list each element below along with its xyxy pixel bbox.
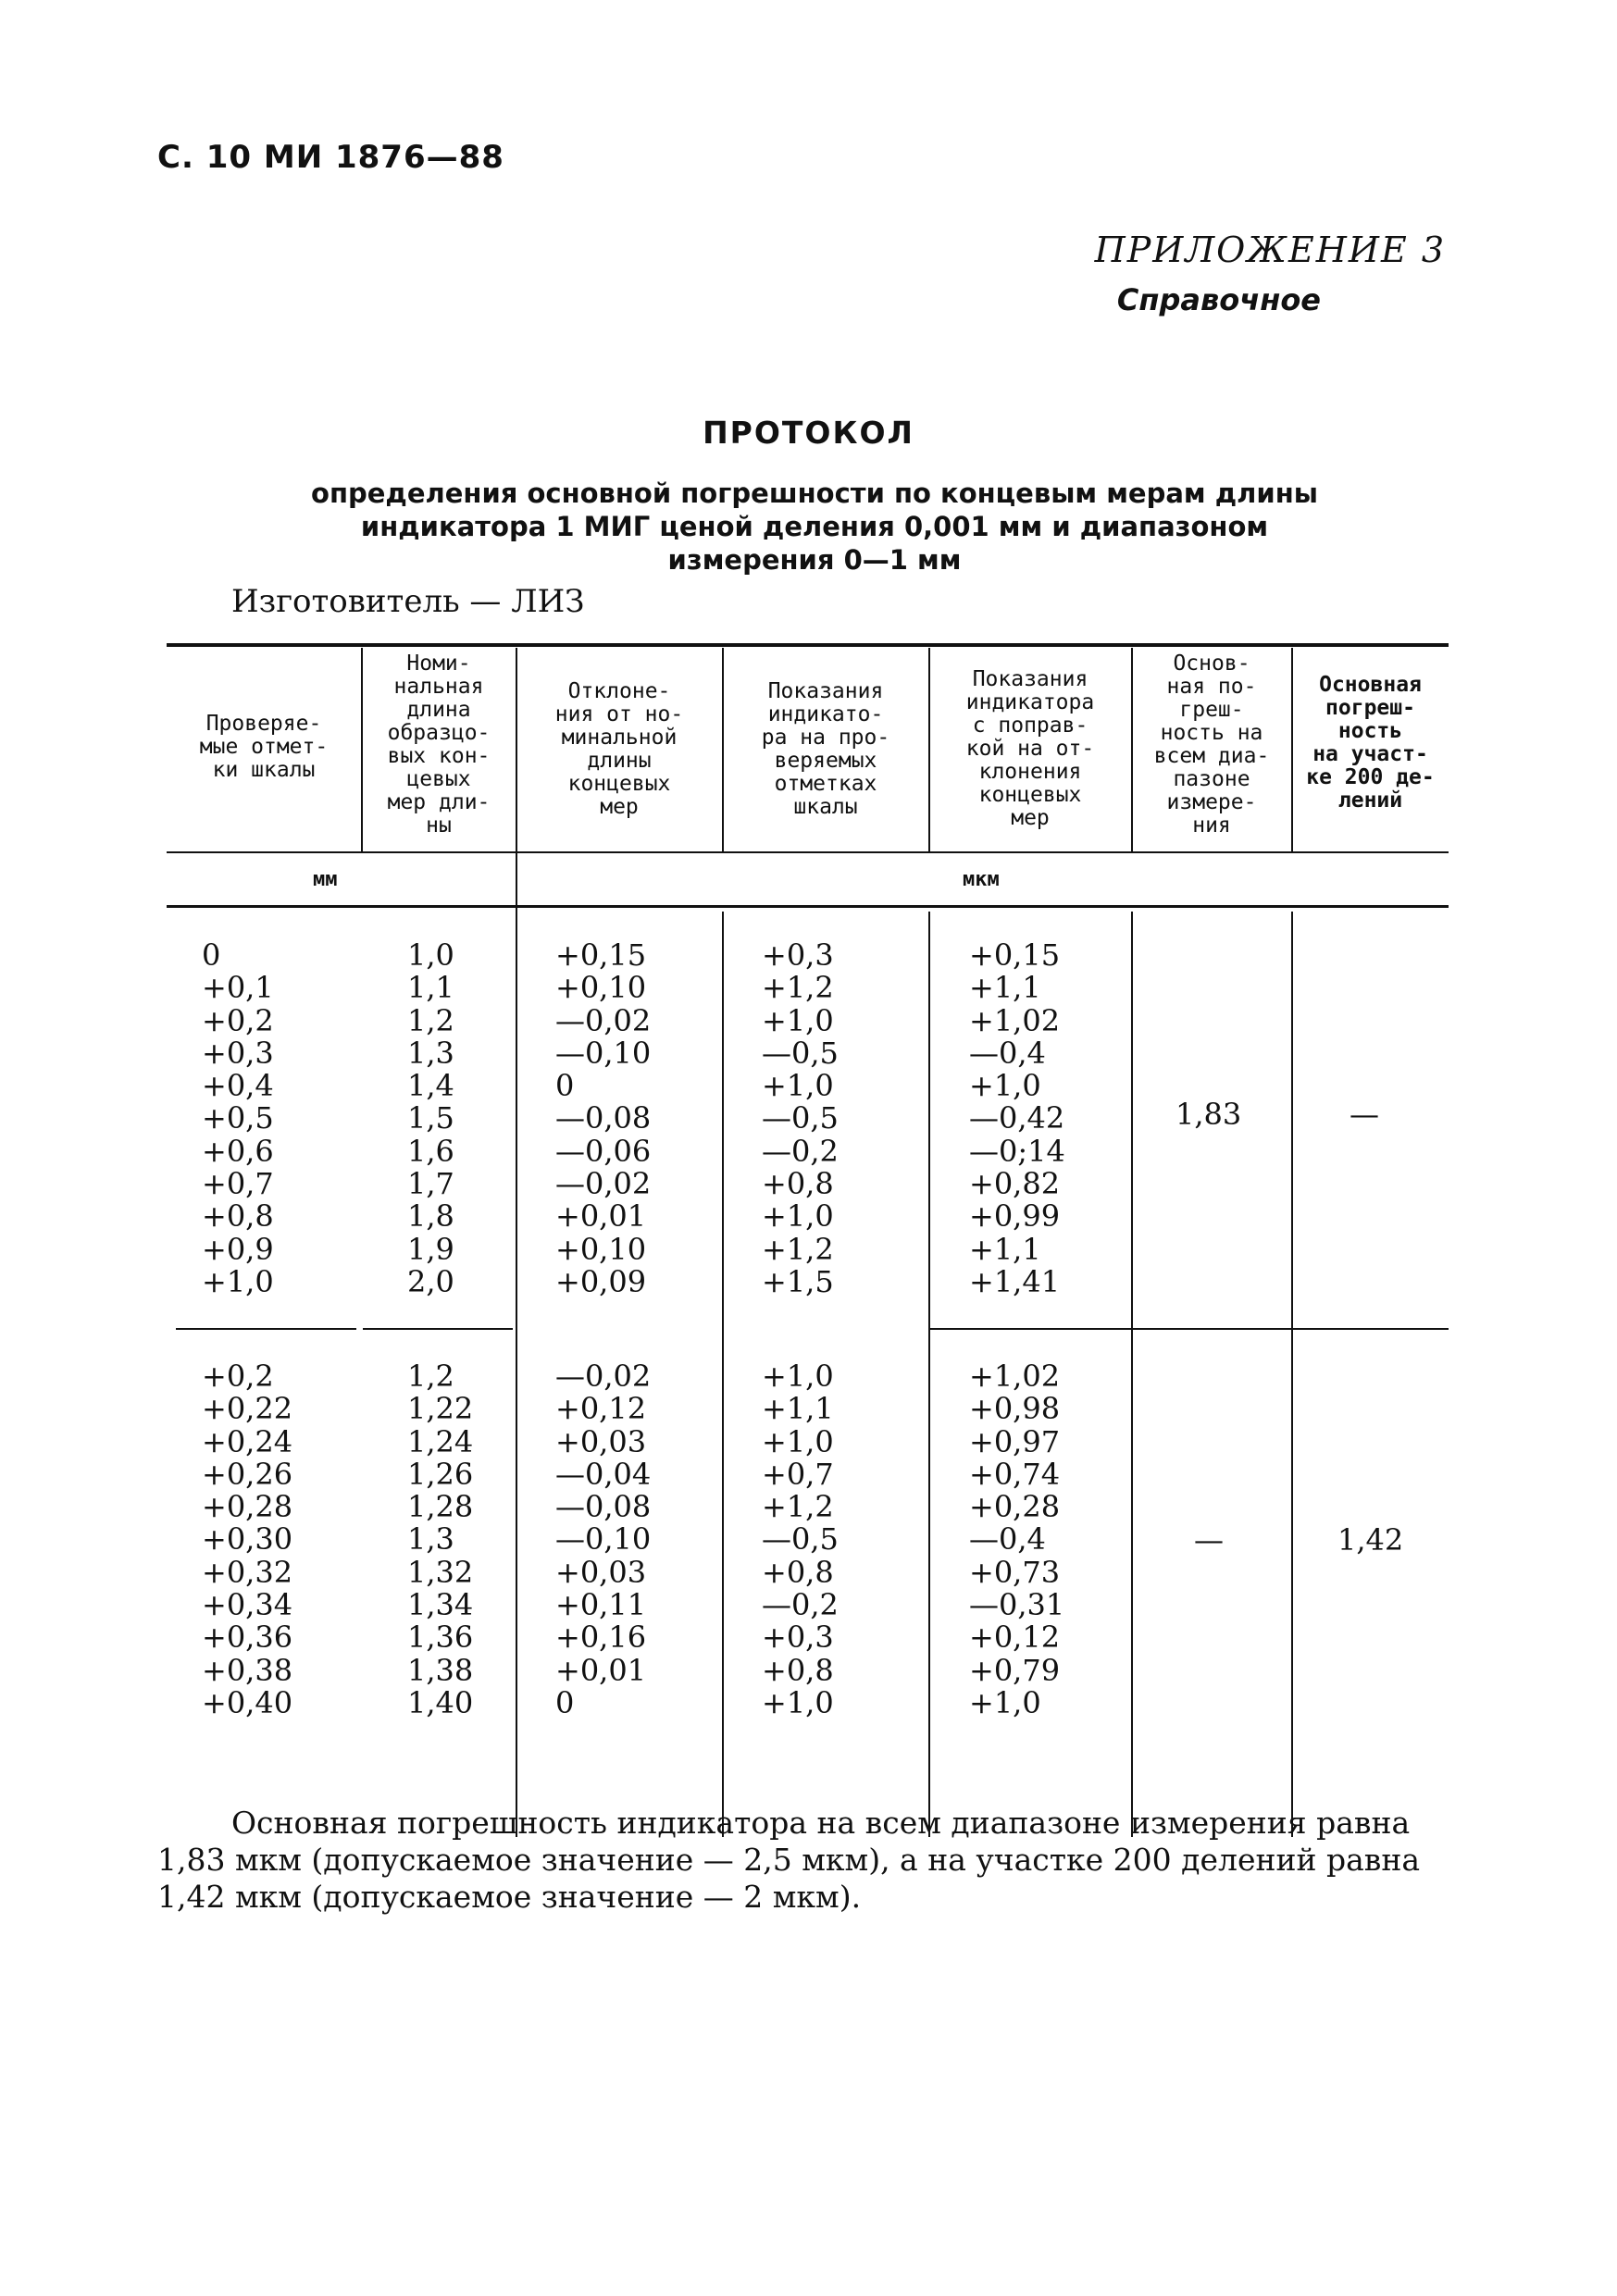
table-cell: +0,7 [762,1456,834,1492]
table-cell: 1,24 [407,1423,474,1459]
table-cell: 1,34 [407,1587,474,1623]
header-nominal-length: Номи- нальная длина образцо- вых кон- цевых мер дли- ны [387,652,491,838]
table-cell: 1,9 [407,1231,454,1267]
table-cell: 1,4 [407,1068,454,1104]
table-cell: +0,73 [969,1554,1061,1590]
table-cell: —0,02 [555,1359,652,1394]
table-cell: —0,02 [555,1002,652,1038]
table-cell: +0,97 [969,1423,1061,1459]
table-cell: —0,5 [762,1035,839,1071]
table-cell: +1,0 [762,1684,834,1720]
table-cell: +0,12 [969,1620,1061,1656]
col-divider [928,648,930,851]
table-cell: +0,74 [969,1456,1061,1492]
table-cell: +1,1 [762,1391,834,1427]
table-cell: +0,3 [202,1035,274,1071]
table-cell: —0,5 [762,1521,839,1558]
table-cell: +0,10 [555,1231,647,1267]
col-divider [361,648,363,851]
unit-mm: мм [313,868,338,891]
appendix-label: ПРИЛОЖЕНИЕ 3 [1094,230,1446,270]
table-cell: 1,0 [407,937,454,973]
table-cell: +0,10 [555,970,647,1006]
subtitle-line: индикатора 1 МИГ ценой деления 0,001 мм и диапазоном [360,511,1269,542]
table-cell: +0,38 [202,1652,293,1688]
subtitle-line: измерения 0—1 мм [667,544,962,576]
table-cell: +0,9 [202,1231,274,1267]
col-divider [722,648,724,851]
table-cell: +0,4 [202,1068,274,1104]
marks-column [202,1360,292,1719]
table-cell: 1,5 [407,1100,454,1136]
corrected-column [969,939,1065,1298]
table-cell: 1,2 [407,1002,454,1038]
table-cell: +0,01 [555,1652,647,1688]
header-readings: Показания индикато- ра на про- веряемых отметках шкалы [761,679,890,819]
table-cell: +1,0 [762,1359,834,1394]
table-cell: 1,36 [407,1620,474,1656]
table-cell: +0,28 [969,1489,1061,1525]
units-bottom-rule [167,905,1449,908]
deviation-column [555,939,651,1298]
table-cell: 1,32 [407,1554,474,1590]
table-cell: +1,1 [969,970,1041,1006]
table-cell: +1,2 [762,1489,834,1525]
col-divider [516,912,517,1837]
table-cell: +0,8 [202,1198,274,1235]
table-cell: +0,36 [202,1620,293,1656]
col-divider [928,912,930,1837]
table-cell: +0,5 [202,1100,274,1136]
table-cell: —0,4 [969,1035,1046,1071]
table-cell: —0,04 [555,1456,652,1492]
table-cell: +0,15 [555,937,647,973]
header-corrected-readings: Показания индикатора с поправ- кой на от- клонения концевых мер [965,667,1095,830]
col-divider [1131,912,1133,1837]
marks-column [202,939,274,1298]
table-cell: —0,31 [969,1587,1065,1623]
table-cell: +0,79 [969,1652,1061,1688]
header-deviation: Отклоне- ния от но- минальной длины концевых мер [554,679,684,819]
table-cell: +0,6 [202,1133,274,1169]
group-separator-left [176,1328,356,1330]
table-cell: +0,2 [202,1359,274,1394]
header-marks: Проверяе- мые отмет- ки шкалы [199,712,329,782]
col-divider [1291,648,1293,851]
table-cell: +0,28 [202,1489,293,1525]
table-cell: —0,10 [555,1521,652,1558]
table-cell: 2,0 [407,1263,454,1299]
table-cell: +1,2 [762,1231,834,1267]
conclusion-line: 1,42 мкм (допускаемое значение — 2 мкм). [157,1879,862,1915]
table-cell: +0,12 [555,1391,647,1427]
table-cell: +0,34 [202,1587,293,1623]
table-cell: 0 [555,1684,575,1720]
table-cell: +0,8 [762,1554,834,1590]
col-divider [722,912,724,1837]
table-cell: +1,0 [969,1068,1041,1104]
table-cell: +1,1 [969,1231,1041,1267]
nominal-column [407,1360,473,1719]
table-cell: +1,0 [762,1068,834,1104]
table-cell: —0,02 [555,1166,652,1202]
appendix-type: Справочное [1116,282,1321,317]
table-cell: +0,32 [202,1554,293,1590]
table-cell: +0,15 [969,937,1061,973]
table-cell: +0,03 [555,1554,647,1590]
table-cell: +0,8 [762,1166,834,1202]
table-cell: +0,82 [969,1166,1061,1202]
table-cell: +0,98 [969,1391,1061,1427]
readings-column [762,939,839,1298]
col-divider [1131,648,1133,851]
corrected-column [969,1360,1064,1719]
table-cell: +0,16 [555,1620,647,1656]
table-cell: —0,06 [555,1133,652,1169]
header-error-full-range: Основ- ная по- греш- ность на всем диа- пазоне измере- ния [1153,652,1270,838]
table-cell: +0,03 [555,1423,647,1459]
table-cell: +0,3 [762,1620,834,1656]
nominal-column [407,939,454,1298]
table-cell: —0,08 [555,1489,652,1525]
table-cell: +0,30 [202,1521,293,1558]
table-cell: 1,38 [407,1652,474,1688]
table-cell: +0,8 [762,1652,834,1688]
error-full-range-value: — [1194,1522,1224,1558]
table-cell: +0,22 [202,1391,293,1427]
table-cell: +0,09 [555,1263,647,1299]
table-cell: +0,3 [762,937,834,973]
table-cell: —0,2 [762,1587,839,1623]
table-cell: +1,5 [762,1263,834,1299]
table-cell: 1,28 [407,1489,474,1525]
table-cell: 0 [202,937,221,973]
table-cell: +0,1 [202,970,274,1006]
table-cell: +0,01 [555,1198,647,1235]
table-cell: +1,02 [969,1359,1061,1394]
subtitle [259,477,1370,577]
table-cell: +0,26 [202,1456,293,1492]
table-cell: +0,7 [202,1166,274,1202]
table-cell: 1,8 [407,1198,454,1235]
readings-column [762,1360,839,1719]
document-reference: С. 10 МИ 1876—88 [157,139,504,176]
table-cell: —0,10 [555,1035,652,1071]
header-bottom-rule [167,851,1449,853]
table-cell: +1,41 [969,1263,1061,1299]
table-cell: +0,11 [555,1587,647,1623]
unit-mkm: мкм [963,868,1000,891]
col-divider [1291,912,1293,1837]
table-cell: +0,99 [969,1198,1061,1235]
header-error-200-divisions: Основная погреш- ность на участ- ке 200 де- лений [1306,673,1435,813]
group-separator-right [930,1328,1449,1330]
table-cell: +1,02 [969,1002,1061,1038]
table-cell: +1,0 [762,1423,834,1459]
table-cell: +1,0 [969,1684,1041,1720]
table-cell: 1,1 [407,970,454,1006]
table-cell: +1,0 [202,1263,274,1299]
table-cell: 0 [555,1068,575,1104]
table-cell: 1,2 [407,1359,454,1394]
error-200-value: — [1350,1097,1379,1132]
subtitle-line: определения основной погрешности по концевым мерам длины [311,478,1318,509]
table-cell: 1,22 [407,1391,474,1427]
table-cell: 1,3 [407,1035,454,1071]
table-cell: —0,4 [969,1521,1046,1558]
conclusion-paragraph [157,1805,1449,1916]
table-cell: 1,40 [407,1684,474,1720]
conclusion-line: 1,83 мкм (допускаемое значение — 2,5 мкм), а на участке 200 делений равна [157,1842,1421,1878]
table-cell: +0,24 [202,1423,293,1459]
table-top-rule [167,643,1449,647]
page-title: ПРОТОКОЛ [703,415,914,451]
table-cell: 1,3 [407,1521,454,1558]
table-cell: 1,6 [407,1133,454,1169]
table-cell: +1,0 [762,1002,834,1038]
manufacturer: Изготовитель — ЛИЗ [231,583,585,620]
table-cell: +1,0 [762,1198,834,1235]
deviation-column [555,1360,651,1719]
col-divider [516,648,517,921]
table-cell: —0,42 [969,1100,1065,1136]
table-cell: +0,2 [202,1002,274,1038]
error-full-range-value: 1,83 [1175,1097,1242,1132]
error-200-value: 1,42 [1337,1522,1404,1558]
table-cell: —0,2 [762,1133,839,1169]
table-cell: 1,7 [407,1166,454,1202]
table-cell: —0,08 [555,1100,652,1136]
conclusion-line: Основная погрешность индикатора на всем диапазоне измерения равна [231,1805,1411,1841]
table-cell: —0;14 [969,1133,1065,1169]
table-cell: 1,26 [407,1456,474,1492]
group-separator-mid [363,1328,513,1330]
table-cell: —0,5 [762,1100,839,1136]
table-cell: +0,40 [202,1684,293,1720]
table-cell: +1,2 [762,970,834,1006]
